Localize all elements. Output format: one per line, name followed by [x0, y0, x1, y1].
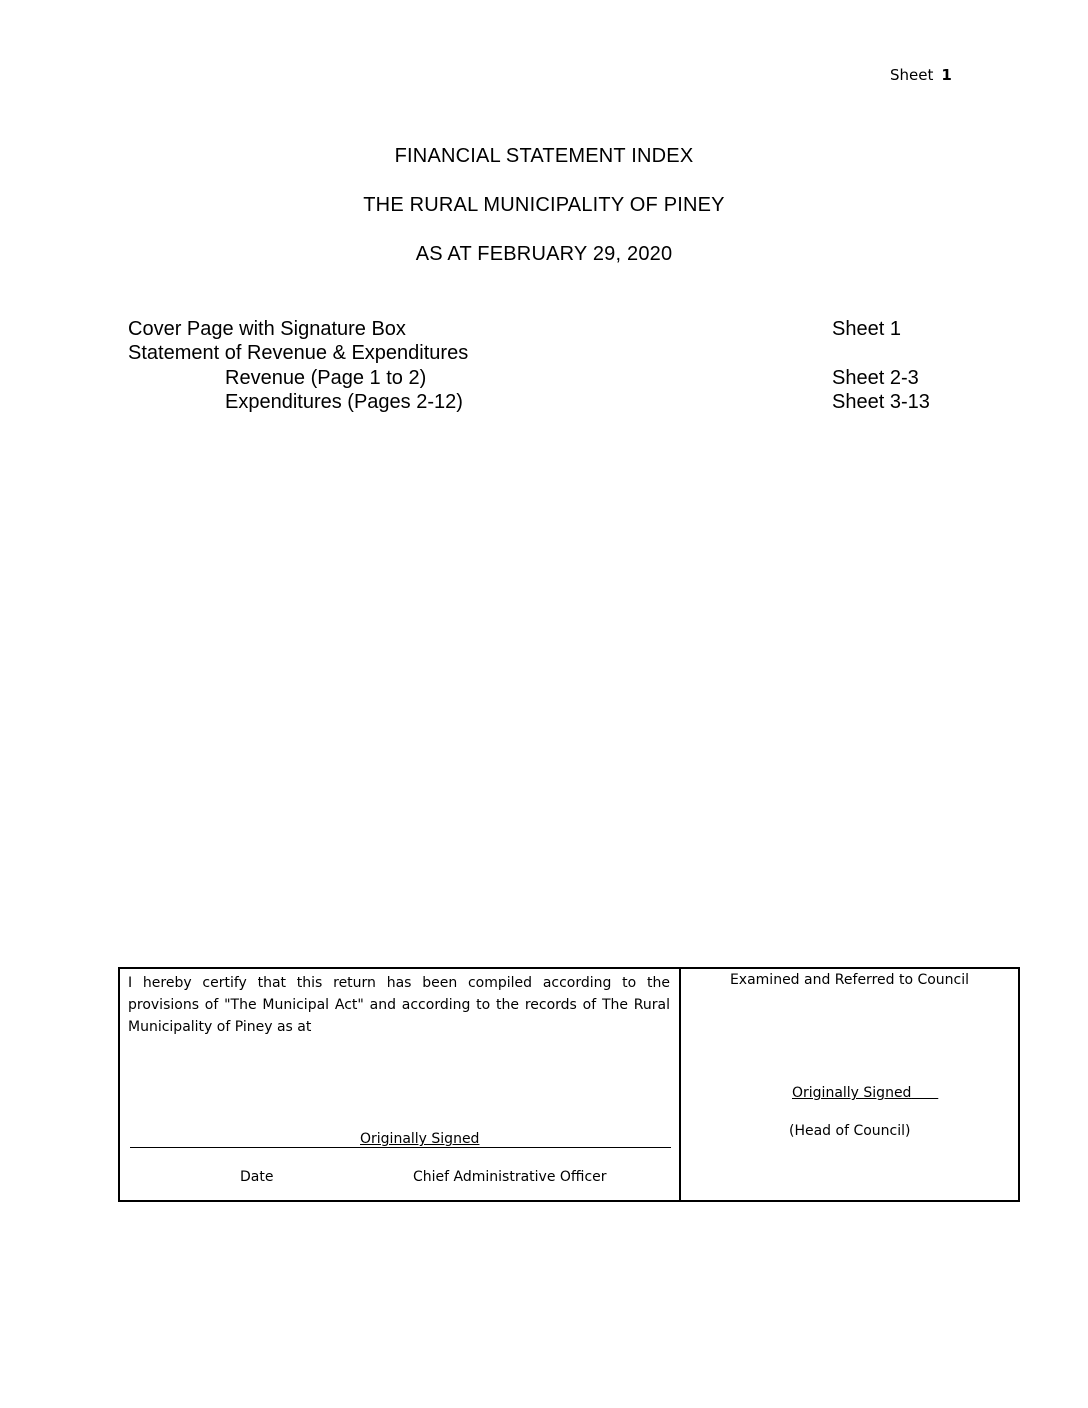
index-item-statement: Statement of Revenue & Expenditures [128, 342, 469, 364]
index-item-expenditures: Expenditures (Pages 2-12) [225, 391, 463, 413]
index-ref-revenue: Sheet 2-3 [832, 367, 919, 389]
index-item-cover-page: Cover Page with Signature Box [128, 318, 406, 340]
signature-line [130, 1147, 671, 1148]
certification-text: I hereby certify that this return has been compiled according to the provisions of "The Municipal Act" and according to the records of The Rural Municipality of Piney as at [128, 975, 670, 1035]
signature-box [118, 967, 1020, 1202]
cao-signature: Originally Signed [360, 1131, 480, 1147]
officer-label: Chief Administrative Officer [413, 1169, 607, 1185]
council-cell [681, 969, 1018, 1200]
sheet-label: Sheet [890, 66, 934, 84]
index-ref-cover-page: Sheet 1 [832, 318, 901, 340]
municipality-title: THE RURAL MUNICIPALITY OF PINEY [363, 194, 725, 216]
sheet-number: 1 [941, 66, 952, 84]
document-title: FINANCIAL STATEMENT INDEX [394, 145, 694, 167]
index-item-revenue: Revenue (Page 1 to 2) [225, 367, 427, 389]
certification-cell [120, 969, 681, 1200]
council-heading: Examined and Referred to Council [729, 972, 970, 988]
head-of-council-signature [792, 1085, 938, 1101]
index-ref-expenditures: Sheet 3-13 [832, 391, 930, 413]
head-of-council-signed-text: Originally Signed [792, 1085, 912, 1101]
date-label: Date [240, 1169, 274, 1185]
date-title: AS AT FEBRUARY 29, 2020 [415, 243, 673, 265]
sheet-number-label [890, 66, 952, 84]
head-of-council-label: (Head of Council) [789, 1123, 911, 1139]
